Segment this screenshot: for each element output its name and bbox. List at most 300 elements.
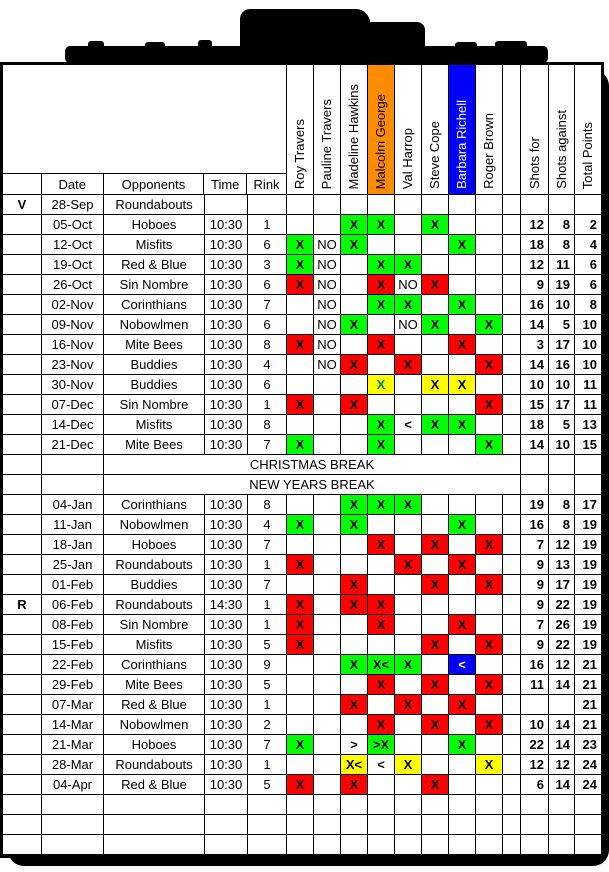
cell-player-marker[interactable] (341, 675, 368, 695)
cell-total-points[interactable]: 17 (575, 495, 601, 515)
cell-shots-against[interactable]: 8 (549, 495, 575, 515)
cell-rink[interactable]: 9 (248, 655, 287, 675)
cell-player-marker[interactable] (314, 195, 341, 215)
cell-date[interactable]: 29-Feb (42, 675, 104, 695)
cell-total-points[interactable]: 19 (575, 615, 601, 635)
cell-date[interactable]: 22-Feb (42, 655, 104, 675)
cell-total-points[interactable]: 2 (575, 215, 601, 235)
cell-player-marker[interactable]: X (395, 655, 422, 675)
cell-player-marker[interactable] (395, 335, 422, 355)
cell-total-points[interactable] (575, 835, 601, 855)
player-column-header[interactable] (476, 65, 503, 194)
cell-player-marker[interactable] (422, 195, 449, 215)
cell-player-marker[interactable] (476, 255, 503, 275)
cell-player-marker[interactable]: X (422, 635, 449, 655)
cell-player-marker[interactable]: X (368, 255, 395, 275)
cell-shots-against[interactable]: 5 (549, 415, 575, 435)
cell-total-points[interactable] (575, 455, 601, 475)
cell-player-marker[interactable] (368, 515, 395, 535)
cell-rink[interactable]: 6 (248, 375, 287, 395)
cell-player-marker[interactable]: < (395, 415, 422, 435)
cell-date[interactable]: 15-Feb (42, 635, 104, 655)
cell-total-points[interactable]: 19 (575, 535, 601, 555)
cell-shots-against[interactable]: 22 (549, 635, 575, 655)
cell-spacer[interactable] (503, 195, 521, 215)
cell-shots-for[interactable]: 9 (521, 575, 549, 595)
cell-opponent[interactable]: Corinthians (104, 495, 205, 515)
cell-shots-against[interactable]: 12 (549, 535, 575, 555)
cell-player-marker[interactable]: X (368, 595, 395, 615)
cell-player-marker[interactable]: X (476, 435, 503, 455)
cell-opponent[interactable]: Hoboes (104, 735, 205, 755)
cell-player-marker[interactable] (449, 595, 476, 615)
cell-player-marker[interactable]: X< (341, 755, 368, 775)
cell-shots-for[interactable]: 14 (521, 315, 549, 335)
cell-player-marker[interactable]: NO (395, 275, 422, 295)
cell-shots-against[interactable] (549, 195, 575, 215)
cell-flag[interactable] (3, 635, 42, 655)
cell-player-marker[interactable]: X (368, 415, 395, 435)
cell-shots-for[interactable]: 18 (521, 235, 549, 255)
cell-flag[interactable] (3, 715, 42, 735)
cell-player-marker[interactable]: X (341, 355, 368, 375)
cell-shots-against[interactable]: 26 (549, 615, 575, 635)
cell-shots-against[interactable]: 16 (549, 355, 575, 375)
cell-player-marker[interactable] (287, 415, 314, 435)
cell-rink[interactable]: 7 (248, 575, 287, 595)
cell-player-marker[interactable] (395, 815, 422, 835)
cell-shots-for[interactable]: 7 (521, 535, 549, 555)
cell-shots-for[interactable]: 12 (521, 255, 549, 275)
cell-spacer[interactable] (503, 735, 521, 755)
cell-player-marker[interactable] (395, 435, 422, 455)
cell-player-marker[interactable]: X< (368, 655, 395, 675)
cell-player-marker[interactable] (422, 355, 449, 375)
cell-player-marker[interactable] (287, 695, 314, 715)
cell-date[interactable]: 25-Jan (42, 555, 104, 575)
cell-player-marker[interactable] (314, 495, 341, 515)
cell-shots-for[interactable]: 19 (521, 495, 549, 515)
cell-player-marker[interactable]: NO (314, 235, 341, 255)
cell-shots-against[interactable]: 10 (549, 295, 575, 315)
cell-time[interactable]: 10:30 (205, 215, 248, 235)
cell-time[interactable]: 10:30 (205, 375, 248, 395)
cell-date[interactable]: 30-Nov (42, 375, 104, 395)
cell-total-points[interactable] (575, 475, 601, 495)
cell-player-marker[interactable] (422, 435, 449, 455)
cell-player-marker[interactable] (368, 235, 395, 255)
cell-spacer[interactable] (503, 795, 521, 815)
cell-player-marker[interactable] (449, 835, 476, 855)
cell-opponent[interactable]: Nobowlmen (104, 315, 205, 335)
cell-player-marker[interactable] (422, 695, 449, 715)
cell-player-marker[interactable]: X (287, 435, 314, 455)
cell-player-marker[interactable] (287, 215, 314, 235)
cell-opponent[interactable]: Red & Blue (104, 775, 205, 795)
cell-spacer[interactable] (503, 355, 521, 375)
cell-shots-against[interactable]: 12 (549, 655, 575, 675)
cell-player-marker[interactable] (476, 335, 503, 355)
cell-flag[interactable] (3, 815, 42, 835)
cell-player-marker[interactable]: X (287, 615, 314, 635)
player-column-header[interactable] (341, 65, 368, 194)
cell-time[interactable]: 10:30 (205, 555, 248, 575)
cell-player-marker[interactable] (476, 375, 503, 395)
cell-time[interactable]: 10:30 (205, 415, 248, 435)
cell-rink[interactable]: 8 (248, 495, 287, 515)
cell-player-marker[interactable] (476, 555, 503, 575)
cell-flag[interactable] (3, 395, 42, 415)
cell-opponent[interactable]: Misfits (104, 415, 205, 435)
cell-flag[interactable] (3, 255, 42, 275)
cell-player-marker[interactable]: X (368, 275, 395, 295)
cell-total-points[interactable]: 6 (575, 255, 601, 275)
cell-shots-for[interactable]: 11 (521, 675, 549, 695)
cell-player-marker[interactable] (476, 835, 503, 855)
cell-player-marker[interactable]: X (287, 275, 314, 295)
cell-shots-against[interactable]: 17 (549, 335, 575, 355)
cell-total-points[interactable]: 10 (575, 315, 601, 335)
cell-player-marker[interactable]: X (476, 315, 503, 335)
cell-player-marker[interactable] (341, 795, 368, 815)
cell-player-marker[interactable] (449, 495, 476, 515)
cell-player-marker[interactable] (449, 795, 476, 815)
cell-opponent[interactable]: Sin Nombre (104, 615, 205, 635)
cell-player-marker[interactable]: X (449, 415, 476, 435)
cell-player-marker[interactable] (314, 695, 341, 715)
cell-player-marker[interactable]: X (368, 295, 395, 315)
cell-player-marker[interactable]: X (368, 335, 395, 355)
cell-shots-for[interactable]: 16 (521, 295, 549, 315)
cell-shots-for[interactable]: 12 (521, 755, 549, 775)
cell-spacer[interactable] (503, 555, 521, 575)
cell-player-marker[interactable]: X (368, 375, 395, 395)
cell-time[interactable] (205, 195, 248, 215)
cell-opponent[interactable]: Red & Blue (104, 695, 205, 715)
cell-player-marker[interactable] (422, 835, 449, 855)
cell-date[interactable]: 11-Jan (42, 515, 104, 535)
cell-player-marker[interactable]: X (449, 335, 476, 355)
cell-shots-for[interactable]: 15 (521, 395, 549, 415)
cell-player-marker[interactable] (422, 815, 449, 835)
cell-player-marker[interactable]: X (341, 575, 368, 595)
cell-shots-for[interactable]: 9 (521, 555, 549, 575)
cell-spacer[interactable] (503, 335, 521, 355)
cell-time[interactable]: 10:30 (205, 295, 248, 315)
cell-date[interactable]: 14-Mar (42, 715, 104, 735)
cell-player-marker[interactable]: X (341, 495, 368, 515)
cell-player-marker[interactable]: NO (395, 315, 422, 335)
cell-shots-against[interactable] (549, 795, 575, 815)
cell-player-marker[interactable] (395, 635, 422, 655)
cell-shots-against[interactable]: 11 (549, 255, 575, 275)
cell-shots-against[interactable] (549, 695, 575, 715)
cell-rink[interactable]: 5 (248, 775, 287, 795)
cell-opponent[interactable]: Sin Nombre (104, 395, 205, 415)
spacer-column-header[interactable] (503, 65, 521, 194)
cell-opponent[interactable]: Roundabouts (104, 595, 205, 615)
cell-spacer[interactable] (503, 575, 521, 595)
cell-player-marker[interactable]: X (287, 595, 314, 615)
cell-opponent[interactable]: Roundabouts (104, 555, 205, 575)
cell-player-marker[interactable] (368, 695, 395, 715)
cell-player-marker[interactable]: X (449, 235, 476, 255)
cell-time[interactable]: 10:30 (205, 495, 248, 515)
cell-shots-against[interactable]: 5 (549, 315, 575, 335)
cell-player-marker[interactable] (422, 555, 449, 575)
cell-player-marker[interactable] (422, 595, 449, 615)
cell-player-marker[interactable]: NO (314, 275, 341, 295)
cell-player-marker[interactable]: >X (368, 735, 395, 755)
cell-total-points[interactable]: 8 (575, 295, 601, 315)
cell-player-marker[interactable] (476, 615, 503, 635)
cell-opponent[interactable]: Misfits (104, 635, 205, 655)
cell-rink[interactable] (248, 835, 287, 855)
cell-player-marker[interactable] (368, 775, 395, 795)
cell-opponent[interactable]: Roundabouts (104, 195, 205, 215)
cell-player-marker[interactable]: X (395, 495, 422, 515)
cell-player-marker[interactable]: > (341, 735, 368, 755)
cell-total-points[interactable]: 19 (575, 515, 601, 535)
cell-spacer[interactable] (503, 835, 521, 855)
cell-player-marker[interactable] (341, 255, 368, 275)
cell-player-marker[interactable]: X (395, 695, 422, 715)
cell-player-marker[interactable] (314, 615, 341, 635)
cell-rink[interactable]: 1 (248, 215, 287, 235)
cell-time[interactable] (205, 815, 248, 835)
cell-rink[interactable]: 4 (248, 355, 287, 375)
cell-player-marker[interactable]: X (287, 635, 314, 655)
cell-player-marker[interactable]: X (422, 575, 449, 595)
cell-player-marker[interactable]: X (395, 355, 422, 375)
cell-opponent[interactable]: Buddies (104, 355, 205, 375)
cell-spacer[interactable] (503, 275, 521, 295)
cell-player-marker[interactable] (395, 575, 422, 595)
cell-shots-against[interactable]: 14 (549, 735, 575, 755)
cell-flag[interactable] (3, 535, 42, 555)
cell-date[interactable] (42, 455, 104, 475)
cell-rink[interactable]: 5 (248, 675, 287, 695)
cell-player-marker[interactable] (422, 755, 449, 775)
cell-flag[interactable] (3, 435, 42, 455)
cell-player-marker[interactable] (422, 515, 449, 535)
cell-player-marker[interactable] (287, 655, 314, 675)
cell-total-points[interactable] (575, 815, 601, 835)
cell-spacer[interactable] (503, 595, 521, 615)
cell-shots-for[interactable]: 18 (521, 415, 549, 435)
cell-player-marker[interactable] (341, 295, 368, 315)
cell-flag[interactable] (3, 695, 42, 715)
cell-shots-against[interactable]: 22 (549, 595, 575, 615)
cell-total-points[interactable]: 6 (575, 275, 601, 295)
cell-player-marker[interactable] (395, 235, 422, 255)
cell-opponent[interactable]: Mite Bees (104, 435, 205, 455)
cell-player-marker[interactable] (476, 495, 503, 515)
cell-spacer[interactable] (503, 495, 521, 515)
cell-player-marker[interactable]: NO (314, 335, 341, 355)
cell-date[interactable]: 07-Dec (42, 395, 104, 415)
cell-time[interactable]: 10:30 (205, 535, 248, 555)
cell-player-marker[interactable] (287, 315, 314, 335)
cell-flag[interactable]: R (3, 595, 42, 615)
cell-player-marker[interactable] (314, 715, 341, 735)
cell-player-marker[interactable]: X (287, 255, 314, 275)
cell-player-marker[interactable] (314, 515, 341, 535)
cell-player-marker[interactable]: X (341, 315, 368, 335)
cell-total-points[interactable] (575, 795, 601, 815)
cell-opponent[interactable]: Mite Bees (104, 335, 205, 355)
cell-time[interactable] (205, 835, 248, 855)
cell-player-marker[interactable]: X (395, 255, 422, 275)
cell-player-marker[interactable]: X (449, 375, 476, 395)
cell-rink[interactable]: 6 (248, 315, 287, 335)
cell-date[interactable]: 04-Jan (42, 495, 104, 515)
cell-rink[interactable]: 1 (248, 615, 287, 635)
cell-player-marker[interactable] (287, 375, 314, 395)
player-column-header[interactable] (368, 65, 395, 194)
cell-rink[interactable]: 8 (248, 335, 287, 355)
cell-player-marker[interactable] (341, 635, 368, 655)
cell-player-marker[interactable] (449, 535, 476, 555)
cell-date[interactable]: 19-Oct (42, 255, 104, 275)
cell-player-marker[interactable] (341, 275, 368, 295)
cell-player-marker[interactable] (476, 595, 503, 615)
cell-player-marker[interactable] (314, 795, 341, 815)
cell-shots-for[interactable]: 16 (521, 515, 549, 535)
cell-player-marker[interactable]: X (422, 275, 449, 295)
cell-shots-against[interactable]: 12 (549, 755, 575, 775)
cell-opponent[interactable]: Buddies (104, 575, 205, 595)
opponents-column-header[interactable]: Opponents (104, 174, 205, 194)
cell-player-marker[interactable]: X (368, 435, 395, 455)
cell-player-marker[interactable] (449, 715, 476, 735)
cell-opponent[interactable]: Corinthians (104, 295, 205, 315)
cell-player-marker[interactable] (368, 195, 395, 215)
cell-total-points[interactable]: 21 (575, 695, 601, 715)
cell-spacer[interactable] (503, 435, 521, 455)
cell-rink[interactable]: 8 (248, 415, 287, 435)
cell-player-marker[interactable] (314, 755, 341, 775)
cell-date[interactable]: 28-Sep (42, 195, 104, 215)
cell-shots-against[interactable]: 13 (549, 555, 575, 575)
time-column-header[interactable]: Time (204, 174, 247, 194)
cell-shots-for[interactable] (521, 455, 549, 475)
cell-player-marker[interactable] (395, 535, 422, 555)
shots-against-column-header[interactable] (549, 65, 575, 194)
cell-shots-for[interactable]: 3 (521, 335, 549, 355)
cell-shots-for[interactable]: 14 (521, 355, 549, 375)
cell-player-marker[interactable]: NO (314, 315, 341, 335)
cell-time[interactable]: 10:30 (205, 355, 248, 375)
cell-rink[interactable]: 5 (248, 635, 287, 655)
cell-date[interactable]: 09-Nov (42, 315, 104, 335)
cell-player-marker[interactable]: X (476, 355, 503, 375)
cell-total-points[interactable] (575, 195, 601, 215)
cell-spacer[interactable] (503, 615, 521, 635)
cell-player-marker[interactable]: X (368, 535, 395, 555)
cell-player-marker[interactable]: X (287, 775, 314, 795)
cell-player-marker[interactable] (395, 615, 422, 635)
cell-opponent[interactable]: Roundabouts (104, 755, 205, 775)
cell-shots-for[interactable]: 10 (521, 375, 549, 395)
cell-time[interactable]: 14:30 (205, 595, 248, 615)
cell-flag[interactable] (3, 555, 42, 575)
cell-shots-for[interactable]: 9 (521, 595, 549, 615)
cell-player-marker[interactable] (395, 395, 422, 415)
cell-total-points[interactable]: 21 (575, 715, 601, 735)
cell-shots-against[interactable]: 8 (549, 515, 575, 535)
cell-shots-against[interactable]: 8 (549, 235, 575, 255)
cell-shots-against[interactable]: 14 (549, 775, 575, 795)
cell-date[interactable]: 06-Feb (42, 595, 104, 615)
cell-time[interactable]: 10:30 (205, 695, 248, 715)
cell-player-marker[interactable] (287, 495, 314, 515)
cell-player-marker[interactable] (368, 395, 395, 415)
cell-opponent[interactable]: Hoboes (104, 535, 205, 555)
cell-player-marker[interactable] (449, 775, 476, 795)
cell-shots-against[interactable]: 14 (549, 715, 575, 735)
cell-total-points[interactable]: 19 (575, 635, 601, 655)
cell-rink[interactable]: 7 (248, 735, 287, 755)
cell-shots-against[interactable]: 19 (549, 275, 575, 295)
cell-player-marker[interactable] (449, 215, 476, 235)
cell-time[interactable]: 10:30 (205, 515, 248, 535)
cell-player-marker[interactable] (287, 815, 314, 835)
cell-player-marker[interactable] (314, 595, 341, 615)
cell-shots-for[interactable]: 9 (521, 635, 549, 655)
cell-opponent[interactable]: Misfits (104, 235, 205, 255)
cell-player-marker[interactable] (395, 675, 422, 695)
cell-player-marker[interactable]: X (422, 315, 449, 335)
cell-flag[interactable] (3, 375, 42, 395)
cell-flag[interactable] (3, 355, 42, 375)
cell-player-marker[interactable] (314, 555, 341, 575)
cell-shots-for[interactable]: 14 (521, 435, 549, 455)
total-points-column-header[interactable] (575, 65, 601, 194)
cell-player-marker[interactable] (314, 215, 341, 235)
cell-player-marker[interactable] (314, 655, 341, 675)
cell-flag[interactable] (3, 235, 42, 255)
break-label[interactable]: NEW YEARS BREAK (104, 475, 521, 495)
cell-player-marker[interactable]: X (422, 675, 449, 695)
cell-flag[interactable] (3, 775, 42, 795)
cell-rink[interactable]: 1 (248, 755, 287, 775)
cell-rink[interactable]: 1 (248, 595, 287, 615)
cell-player-marker[interactable]: X (449, 515, 476, 535)
cell-player-marker[interactable] (287, 355, 314, 375)
cell-player-marker[interactable] (395, 795, 422, 815)
cell-player-marker[interactable] (449, 755, 476, 775)
player-column-header[interactable] (422, 65, 449, 194)
cell-player-marker[interactable]: NO (314, 255, 341, 275)
cell-player-marker[interactable] (395, 195, 422, 215)
cell-shots-against[interactable]: 17 (549, 575, 575, 595)
cell-shots-for[interactable]: 9 (521, 275, 549, 295)
cell-shots-against[interactable]: 14 (549, 675, 575, 695)
cell-player-marker[interactable] (422, 795, 449, 815)
cell-player-marker[interactable] (314, 775, 341, 795)
cell-shots-for[interactable]: 22 (521, 735, 549, 755)
cell-shots-against[interactable]: 8 (549, 215, 575, 235)
cell-player-marker[interactable]: X (341, 775, 368, 795)
cell-shots-for[interactable]: 6 (521, 775, 549, 795)
cell-time[interactable]: 10:30 (205, 775, 248, 795)
cell-player-marker[interactable]: X (287, 735, 314, 755)
cell-player-marker[interactable] (341, 715, 368, 735)
cell-date[interactable]: 21-Mar (42, 735, 104, 755)
cell-player-marker[interactable]: < (449, 655, 476, 675)
date-column-header[interactable]: Date (42, 174, 104, 194)
